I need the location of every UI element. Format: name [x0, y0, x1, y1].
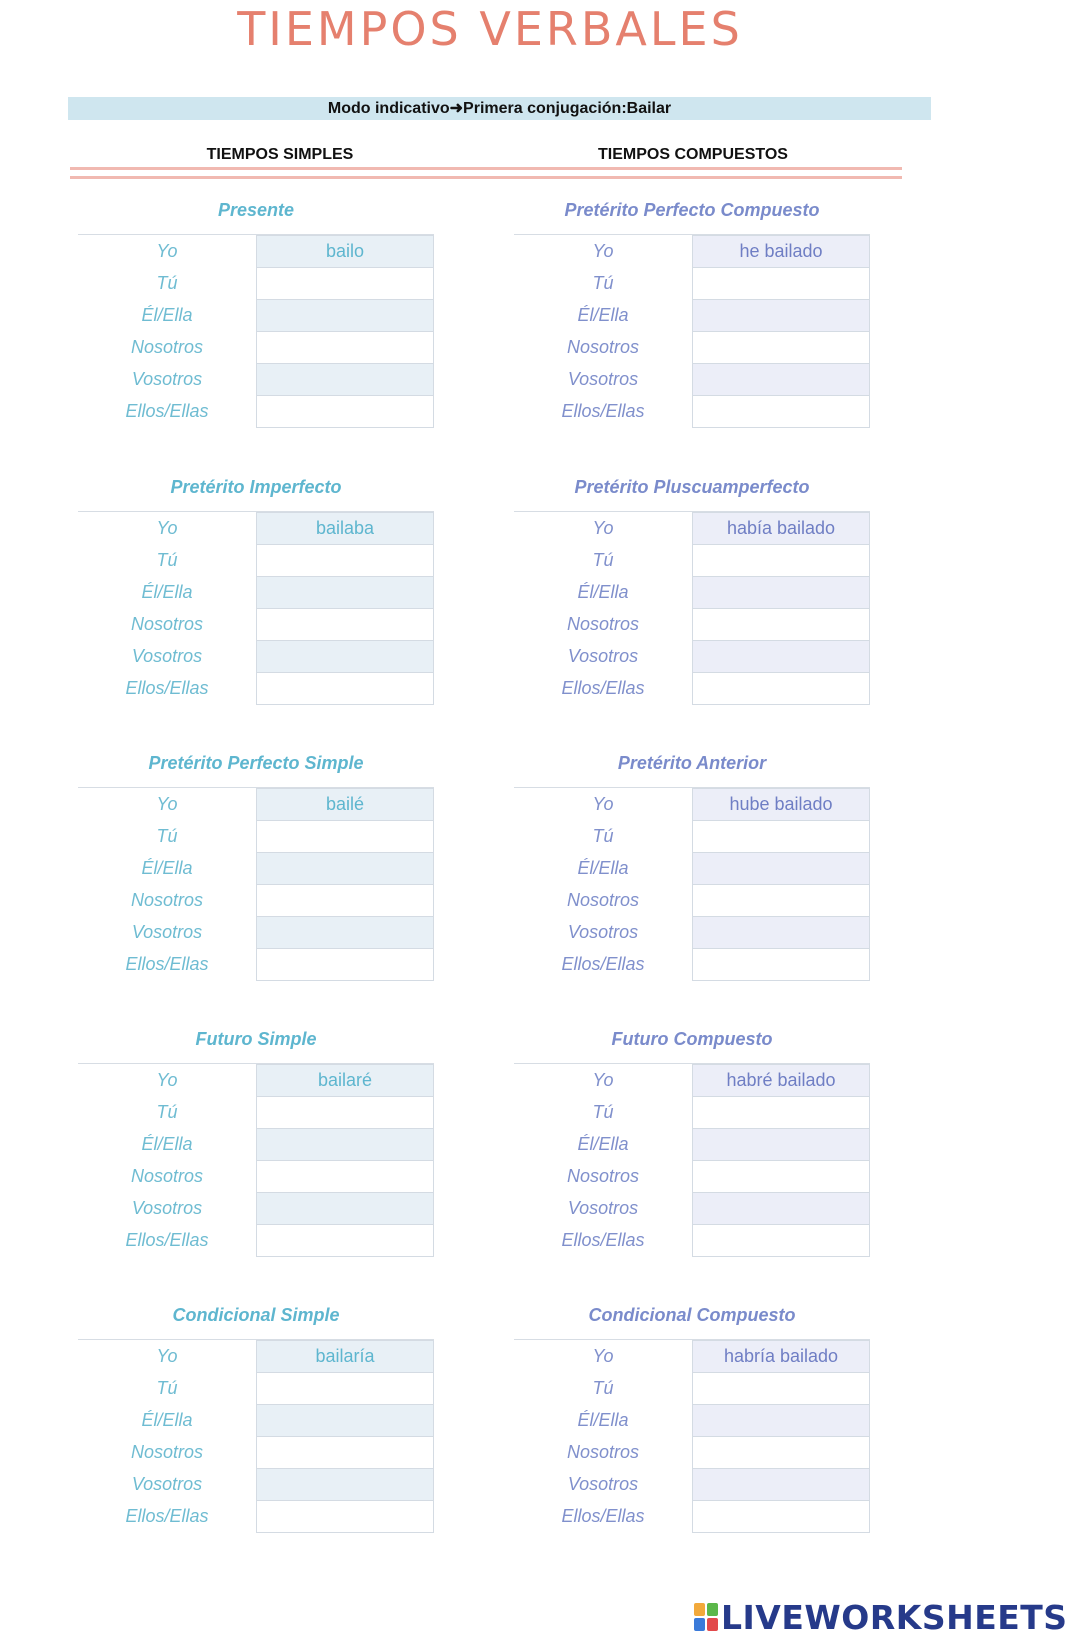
conjugation-row	[514, 948, 870, 981]
conjugation-row	[78, 331, 434, 364]
conjugation-row	[78, 1224, 434, 1257]
conjugation-row	[78, 1192, 434, 1225]
tense-block	[514, 1305, 880, 1555]
tense-block	[514, 753, 880, 1003]
example-answer-cell: bailé	[256, 788, 434, 821]
pronoun-label: Él/Ella	[577, 1134, 629, 1154]
conjugation-row	[78, 1404, 434, 1437]
example-answer-cell: bailo	[256, 235, 434, 268]
conjugation-row	[78, 608, 434, 641]
pronoun-label: Él/Ella	[141, 858, 193, 878]
answer-input[interactable]	[692, 1096, 870, 1129]
conjugation-row	[78, 1160, 434, 1193]
conjugation-row	[78, 820, 434, 853]
pronoun-label: Él/Ella	[141, 305, 193, 325]
tense-title: Pretérito Pluscuamperfecto	[574, 477, 810, 497]
example-answer-cell: habré bailado	[692, 1064, 870, 1097]
conjugation-row	[514, 576, 870, 609]
conjugation-row	[514, 1064, 870, 1097]
conjugation-row	[78, 852, 434, 885]
conjugation-row	[514, 1128, 870, 1161]
answer-input[interactable]	[256, 1192, 434, 1225]
conjugation-row	[78, 672, 434, 705]
conjugation-row	[78, 512, 434, 545]
answer-input[interactable]	[256, 608, 434, 641]
tense-title: Presente	[217, 200, 295, 220]
answer-input[interactable]	[256, 1404, 434, 1437]
answer-input[interactable]	[692, 576, 870, 609]
conjugation-row	[514, 1468, 870, 1501]
conjugation-row	[514, 1096, 870, 1129]
answer-input[interactable]	[692, 884, 870, 917]
tense-title: Pretérito Perfecto Compuesto	[564, 200, 820, 220]
conjugation-row	[514, 1436, 870, 1469]
pronoun-label: Nosotros	[130, 1166, 204, 1186]
pronoun-label: Tú	[592, 826, 614, 846]
pronoun-label: Yo	[592, 241, 614, 261]
pronoun-label: Yo	[156, 794, 178, 814]
conjugation-row	[78, 1128, 434, 1161]
conjugation-row	[514, 672, 870, 705]
conjugation-row	[514, 1404, 870, 1437]
answer-input[interactable]	[692, 363, 870, 396]
tense-block	[514, 1029, 880, 1279]
pronoun-label: Ellos/Ellas	[125, 678, 209, 698]
pronoun-label: Vosotros	[131, 646, 203, 666]
answer-input[interactable]	[256, 331, 434, 364]
answer-input[interactable]	[692, 1224, 870, 1257]
example-answer-cell: bailaré	[256, 1064, 434, 1097]
tense-title: Pretérito Anterior	[617, 753, 767, 773]
conjugation-row	[514, 884, 870, 917]
pronoun-label: Vosotros	[567, 1474, 639, 1494]
answer-input[interactable]	[256, 1436, 434, 1469]
answer-input[interactable]	[692, 331, 870, 364]
conjugation-row	[514, 235, 870, 268]
pronoun-label: Él/Ella	[141, 1410, 193, 1430]
pronoun-label: Él/Ella	[141, 582, 193, 602]
conjugation-row	[514, 1372, 870, 1405]
pronoun-label: Yo	[156, 241, 178, 261]
pronoun-label: Tú	[592, 1102, 614, 1122]
pronoun-label: Tú	[156, 550, 178, 570]
conjugation-row	[78, 1340, 434, 1373]
conjugation-row	[514, 820, 870, 853]
conjugation-row	[514, 1500, 870, 1533]
answer-input[interactable]	[256, 1372, 434, 1405]
conjugation-row	[78, 299, 434, 332]
pronoun-label: Yo	[156, 518, 178, 538]
tense-title: Condicional Simple	[172, 1305, 340, 1325]
column-header-simple: TIEMPOS SIMPLES	[206, 146, 354, 163]
answer-input[interactable]	[692, 820, 870, 853]
conjugation-row	[78, 544, 434, 577]
pronoun-label: Él/Ella	[577, 858, 629, 878]
conjugation-row	[78, 576, 434, 609]
logo-text: LIVEWORKSHEETS	[721, 1597, 1068, 1637]
conjugation-row	[514, 299, 870, 332]
answer-input[interactable]	[692, 299, 870, 332]
conjugation-row	[514, 267, 870, 300]
conjugation-row	[514, 395, 870, 428]
answer-input[interactable]	[692, 1404, 870, 1437]
pronoun-label: Yo	[156, 1346, 178, 1366]
pronoun-label: Vosotros	[131, 1198, 203, 1218]
conjugation-row	[78, 788, 434, 821]
conjugation-row	[514, 1160, 870, 1193]
pronoun-label: Tú	[156, 1378, 178, 1398]
answer-input[interactable]	[256, 576, 434, 609]
pronoun-label: Vosotros	[567, 646, 639, 666]
example-answer-cell: he bailado	[692, 235, 870, 268]
liveworksheets-logo	[694, 1599, 1068, 1635]
conjugation-row	[78, 363, 434, 396]
answer-input[interactable]	[692, 916, 870, 949]
pronoun-label: Él/Ella	[577, 1410, 629, 1430]
pronoun-label: Ellos/Ellas	[561, 401, 645, 421]
answer-input[interactable]	[692, 672, 870, 705]
conjugation-row	[514, 1192, 870, 1225]
conjugation-row	[514, 512, 870, 545]
conjugation-row	[78, 1436, 434, 1469]
example-answer-cell: había bailado	[692, 512, 870, 545]
pronoun-label: Nosotros	[566, 1442, 640, 1462]
pronoun-label: Nosotros	[130, 614, 204, 634]
mode-banner: Modo indicativo➜Primera conjugación:Bailar	[68, 97, 931, 120]
pronoun-label: Yo	[592, 1070, 614, 1090]
pronoun-label: Ellos/Ellas	[561, 1506, 645, 1526]
pronoun-label: Él/Ella	[577, 582, 629, 602]
answer-input[interactable]	[692, 608, 870, 641]
pronoun-label: Nosotros	[566, 337, 640, 357]
divider-line	[70, 167, 902, 170]
answer-input[interactable]	[692, 852, 870, 885]
answer-input[interactable]	[256, 820, 434, 853]
pronoun-label: Vosotros	[131, 1474, 203, 1494]
answer-input[interactable]	[692, 1468, 870, 1501]
conjugation-row	[514, 788, 870, 821]
conjugation-row	[514, 544, 870, 577]
answer-input[interactable]	[256, 640, 434, 673]
conjugation-row	[514, 331, 870, 364]
pronoun-label: Tú	[592, 273, 614, 293]
answer-input[interactable]	[256, 1160, 434, 1193]
example-answer-cell: habría bailado	[692, 1340, 870, 1373]
conjugation-row	[78, 1096, 434, 1129]
answer-input[interactable]	[256, 1468, 434, 1501]
tense-block	[514, 200, 880, 450]
answer-input[interactable]	[692, 395, 870, 428]
answer-input[interactable]	[256, 395, 434, 428]
answer-input[interactable]	[256, 916, 434, 949]
conjugation-row	[514, 852, 870, 885]
pronoun-label: Ellos/Ellas	[561, 1230, 645, 1250]
conjugation-row	[514, 1224, 870, 1257]
pronoun-label: Vosotros	[131, 369, 203, 389]
conjugation-row	[514, 363, 870, 396]
pronoun-label: Tú	[156, 273, 178, 293]
tense-title: Pretérito Perfecto Simple	[148, 753, 364, 773]
tense-block	[78, 1029, 444, 1279]
answer-input[interactable]	[692, 640, 870, 673]
pronoun-label: Él/Ella	[141, 1134, 193, 1154]
page-title: TIEMPOS VERBALES	[237, 2, 743, 56]
answer-input[interactable]	[692, 1192, 870, 1225]
conjugation-row	[78, 267, 434, 300]
pronoun-label: Yo	[592, 794, 614, 814]
pronoun-label: Ellos/Ellas	[125, 1506, 209, 1526]
conjugation-row	[78, 235, 434, 268]
conjugation-row	[78, 1372, 434, 1405]
example-answer-cell: hube bailado	[692, 788, 870, 821]
conjugation-row	[514, 608, 870, 641]
tense-block	[78, 200, 444, 450]
pronoun-label: Vosotros	[567, 369, 639, 389]
answer-input[interactable]	[692, 1500, 870, 1533]
pronoun-label: Tú	[592, 1378, 614, 1398]
tense-block	[78, 753, 444, 1003]
pronoun-label: Ellos/Ellas	[125, 401, 209, 421]
pronoun-label: Yo	[592, 518, 614, 538]
pronoun-label: Tú	[156, 1102, 178, 1122]
answer-input[interactable]	[692, 544, 870, 577]
tense-block	[78, 1305, 444, 1555]
answer-input[interactable]	[256, 299, 434, 332]
tense-title: Futuro Simple	[195, 1029, 317, 1049]
conjugation-row	[78, 916, 434, 949]
answer-input[interactable]	[692, 1372, 870, 1405]
answer-input[interactable]	[256, 363, 434, 396]
pronoun-label: Tú	[592, 550, 614, 570]
pronoun-label: Yo	[156, 1070, 178, 1090]
tense-title: Pretérito Imperfecto	[170, 477, 342, 497]
answer-input[interactable]	[256, 884, 434, 917]
answer-input[interactable]	[256, 672, 434, 705]
pronoun-label: Nosotros	[566, 890, 640, 910]
pronoun-label: Él/Ella	[577, 305, 629, 325]
answer-input[interactable]	[256, 1500, 434, 1533]
answer-input[interactable]	[692, 1160, 870, 1193]
conjugation-row	[78, 640, 434, 673]
answer-input[interactable]	[256, 1128, 434, 1161]
answer-input[interactable]	[256, 948, 434, 981]
tense-title: Condicional Compuesto	[588, 1305, 796, 1325]
pronoun-label: Nosotros	[566, 614, 640, 634]
conjugation-row	[78, 395, 434, 428]
divider-line	[70, 176, 902, 179]
conjugation-row	[514, 1340, 870, 1373]
answer-input[interactable]	[256, 1096, 434, 1129]
liveworksheets-logo-icon	[694, 1603, 718, 1631]
example-answer-cell: bailaría	[256, 1340, 434, 1373]
conjugation-row	[514, 640, 870, 673]
pronoun-label: Vosotros	[131, 922, 203, 942]
tense-block	[78, 477, 444, 727]
example-answer-cell: bailaba	[256, 512, 434, 545]
conjugation-row	[78, 1064, 434, 1097]
answer-input[interactable]	[256, 267, 434, 300]
conjugation-row	[514, 916, 870, 949]
pronoun-label: Nosotros	[130, 337, 204, 357]
pronoun-label: Ellos/Ellas	[125, 1230, 209, 1250]
answer-input[interactable]	[692, 267, 870, 300]
pronoun-label: Nosotros	[130, 1442, 204, 1462]
column-header-compound: TIEMPOS COMPUESTOS	[598, 146, 788, 163]
answer-input[interactable]	[692, 948, 870, 981]
pronoun-label: Ellos/Ellas	[561, 678, 645, 698]
answer-input[interactable]	[692, 1128, 870, 1161]
answer-input[interactable]	[256, 852, 434, 885]
answer-input[interactable]	[256, 544, 434, 577]
pronoun-label: Yo	[592, 1346, 614, 1366]
pronoun-label: Nosotros	[130, 890, 204, 910]
answer-input[interactable]	[692, 1436, 870, 1469]
pronoun-label: Vosotros	[567, 922, 639, 942]
tense-title: Futuro Compuesto	[611, 1029, 773, 1049]
tense-block	[514, 477, 880, 727]
pronoun-label: Ellos/Ellas	[125, 954, 209, 974]
answer-input[interactable]	[256, 1224, 434, 1257]
conjugation-row	[78, 1468, 434, 1501]
pronoun-label: Ellos/Ellas	[561, 954, 645, 974]
conjugation-row	[78, 948, 434, 981]
conjugation-row	[78, 1500, 434, 1533]
pronoun-label: Vosotros	[567, 1198, 639, 1218]
pronoun-label: Nosotros	[566, 1166, 640, 1186]
pronoun-label: Tú	[156, 826, 178, 846]
conjugation-row	[78, 884, 434, 917]
